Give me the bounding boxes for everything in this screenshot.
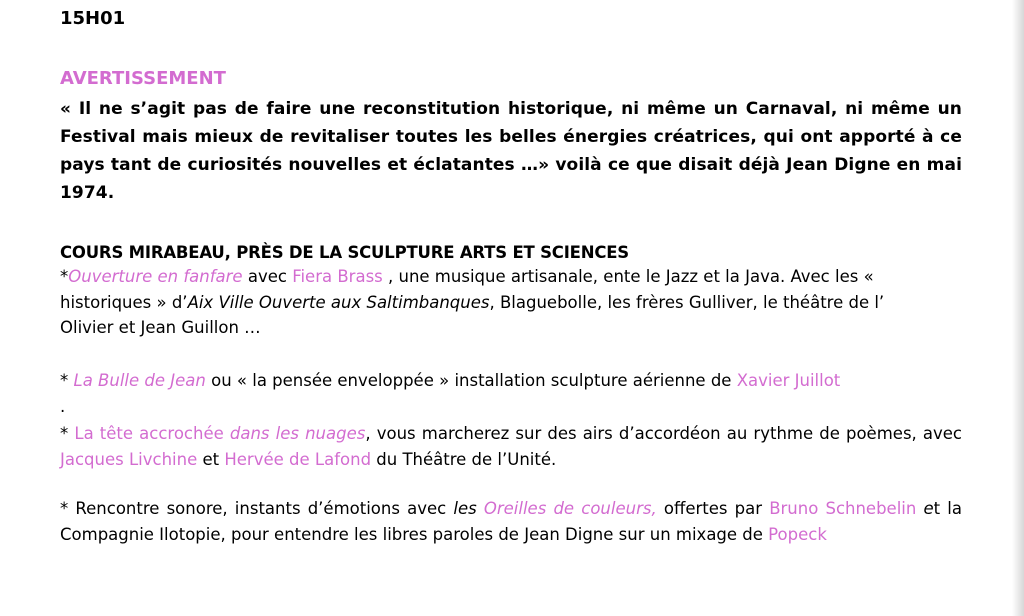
text-les: les	[453, 499, 484, 518]
link-hervee-de-lafond[interactable]: Hervée de Lafond	[224, 449, 372, 469]
paragraph-tete-accrochee	[60, 421, 962, 472]
link-ouverture-en-fanfare[interactable]: Ouverture en fanfare	[68, 267, 243, 286]
link-dans-les-nuages[interactable]: dans les nuages	[229, 424, 366, 443]
text-segment: , vous marcherez sur des airs d’accordéon au rythme de poèmes, avec	[365, 424, 962, 443]
paragraph-ouverture	[60, 264, 890, 341]
text-segment: e	[923, 499, 934, 518]
trailing-period: .	[60, 396, 66, 416]
link-jacques-livchine[interactable]: Jacques Livchine	[60, 449, 198, 469]
text-segment: ou « la pensée enveloppée » installation sculpture aérienne de	[205, 371, 737, 390]
link-oreilles-de-couleurs[interactable]: Oreilles de couleurs,	[483, 499, 657, 518]
text-segment: avec	[242, 267, 293, 286]
bullet-star: *	[60, 267, 69, 286]
time-label: 15H01	[60, 8, 126, 29]
cours-mirabeau-heading: COURS MIRABEAU, PRÈS DE LA SCULPTURE ARTS ET SCIENCES	[60, 243, 629, 262]
link-la-bulle-de-jean[interactable]: La Bulle de Jean	[73, 371, 206, 390]
text-segment	[916, 499, 923, 518]
avertissement-quote: « Il ne s’agit pas de faire une reconstitution historique, ni même un Carnaval, ni même un Festival mais mieux de revitaliser toutes les belles énergies créatrices, qui ont apporté à ce pays tant de curiosités nouvelles et éclatantes …» voilà ce que disait déjà Jean Digne en mai 1974.	[60, 99, 962, 203]
text-segment: et	[197, 449, 225, 469]
text-segment: du Théâtre de l’Unité.	[371, 449, 557, 469]
paragraph-bulle-de-jean	[60, 368, 962, 419]
link-popeck[interactable]: Popeck	[768, 524, 827, 544]
title-aix-ville-ouverte: Aix Ville Ouverte aux Saltimbanques	[187, 292, 490, 312]
avertissement-heading: AVERTISSEMENT	[60, 68, 226, 89]
paragraph-rencontre-sonore	[60, 496, 962, 547]
bullet-star: *	[60, 424, 75, 443]
text-segment: , une musique artisanale, ente le Jazz et la Java. Avec les « historiques » d’	[60, 267, 874, 312]
bullet-star: *	[60, 371, 74, 390]
link-xavier-juillot[interactable]: Xavier Juillot	[736, 371, 841, 390]
page-edge-shadow	[1012, 0, 1024, 616]
text-segment: offertes par	[656, 499, 770, 518]
text-segment: , Blaguebolle, les frères Gulliver, le théâtre de l’ Olivier et Jean Guillon …	[60, 292, 885, 337]
link-fiera-brass[interactable]: Fiera Brass	[292, 267, 383, 286]
text-segment: * Rencontre sonore, instants d’émotions avec	[60, 499, 454, 518]
link-la-tete-accrochee[interactable]: La tête accrochée	[74, 424, 230, 443]
text-segment: t la Compagnie Ilotopie, pour entendre les libres paroles de Jean Digne sur un mixage de	[60, 499, 962, 544]
link-bruno-schnebelin[interactable]: Bruno Schnebelin	[769, 499, 917, 518]
